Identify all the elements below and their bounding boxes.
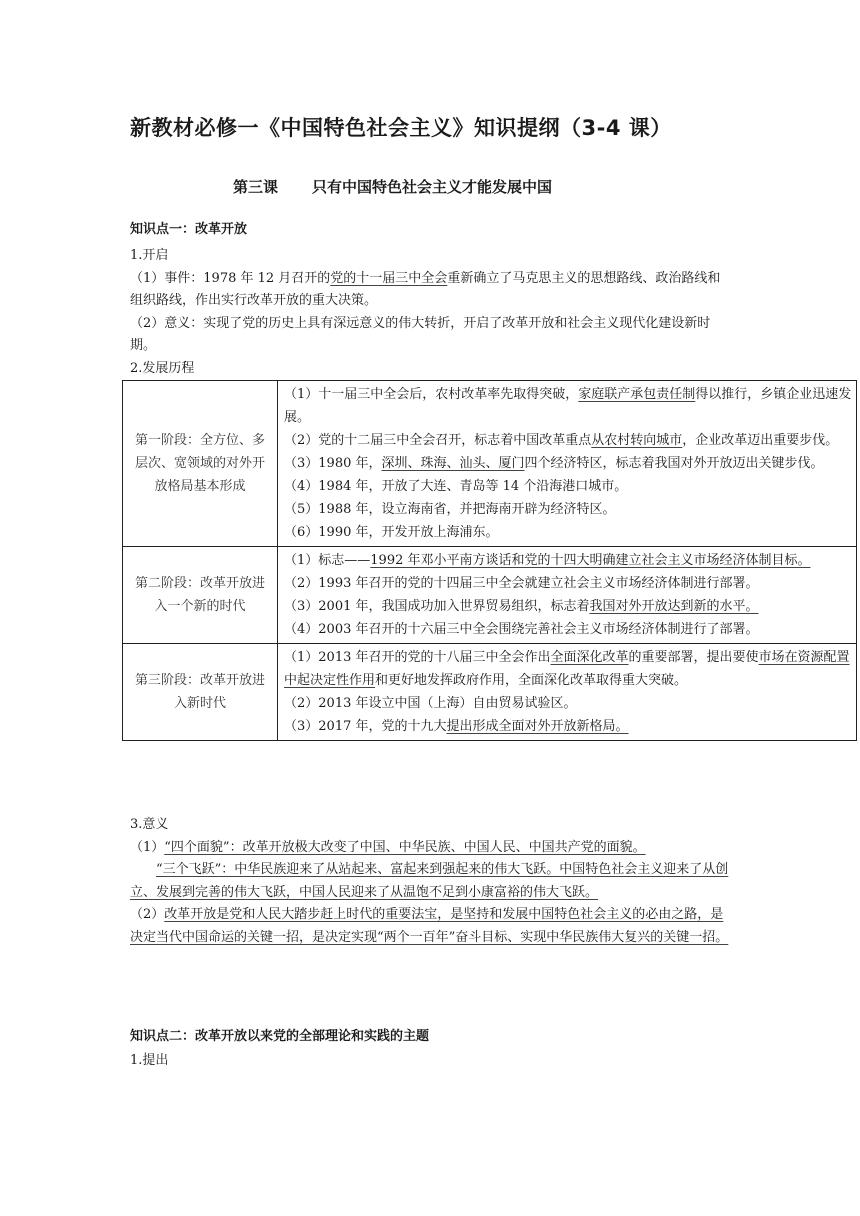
table-row [123,547,857,644]
list-item: （2）党的十二届三中全会召开，标志着中国改革重点从农村转向城市，企业改革迈出重要步伐。 [284,433,839,448]
section-significance [130,814,730,949]
start-meaning: （2）意义：实现了党的历史上具有深远意义的伟大转折，开启了改革开放和社会主义现代化建设新时期。 [130,315,711,353]
development-table [122,380,857,741]
event-text: （1）事件：1978 年 12 月召开的 [130,270,331,286]
kp2-sub-heading: 1.提出 [130,1053,169,1068]
list-item: （4）2003 年召开的十六届三中全会围绕完善社会主义市场经济体制进行了部署。 [284,622,759,637]
start-heading: 1.开启 [130,248,169,263]
history-heading: 2.发展历程 [130,360,195,376]
stage-2-items [278,547,857,644]
lesson-number: 第三课 [233,178,279,196]
event-underlined: 党的十一届三中全会 [330,270,448,286]
list-item: （4）1984 年，开放了大连、青岛等 14 个沿海港口城市。 [284,479,628,494]
knowledge-point-1-heading: 知识点一：改革开放 [130,222,248,237]
significance-p1: （1）“四个面貌”：改革开放极大改变了中国、中华民族、中国人民、中国共产党的面貌。 [130,839,646,855]
list-item: （1）十一届三中全会后，农村改革率先取得突破，家庭联产承包责任制得以推行，乡镇企业迅速发展。 [284,387,852,425]
knowledge-point-2-heading: 知识点二：改革开放以来党的全部理论和实践的主题 [130,1029,430,1044]
list-item: （2）1993 年召开的党的十四届三中全会就建立社会主义市场经济体制进行部署。 [284,576,759,591]
stage-3-label: 第三阶段：改革开放进入新时代 [123,644,278,741]
significance-p2: “三个飞跃”：中华民族迎来了从站起来、富起来到强起来的伟大飞跃。中国特色社会主义迎来了从创立、发展到完善的伟大飞跃，中国人民迎来了从温饱不足到小康富裕的伟大飞跃。 [130,862,729,900]
stage-3-items [278,644,857,741]
list-item: （6）1990 年，开发开放上海浦东。 [284,525,499,540]
stage-1-items [278,381,857,547]
document-title: 新教材必修一《中国特色社会主义》知识提纲（3-4 课） [130,116,672,140]
lesson-heading [233,176,552,197]
list-item: （5）1988 年，设立海南省，并把海南开辟为经济特区。 [284,502,616,517]
table-row [123,644,857,741]
stage-1-label: 第一阶段：全方位、多层次、宽领域的对外开放格局基本形成 [123,381,278,547]
significance-heading: 3.意义 [130,817,169,832]
list-item: （3）2001 年，我国成功加入世界贸易组织，标志着我国对外开放达到新的水平。 [284,599,759,614]
stage-2-label: 第二阶段：改革开放进入一个新的时代 [123,547,278,644]
section-start [130,245,730,380]
list-item: （3）2017 年，党的十九大提出形成全面对外开放新格局。 [284,719,629,734]
list-item: （3）1980 年，深圳、珠海、汕头、厦门四个经济特区，标志着我国对外开放迈出关键步伐。 [284,456,824,471]
list-item: （1）2013 年召开的党的十八届三中全会作出全面深化改革的重要部署，提出要使市场在资源配置中起决定性作用和更好地发挥政府作用，全面深化改革取得重大突破。 [284,650,850,688]
significance-p3: （2）改革开放是党和人民大踏步赶上时代的重要法宝，是坚持和发展中国特色社会主义的必由之路，是决定当代中国命运的关键一招，是决定实现“两个一百年”奋斗目标、实现中华民族伟大复兴的关键一招。 [130,907,729,945]
lesson-name: 只有中国特色社会主义才能发展中国 [312,178,553,196]
event-text-end: 重新确立了马克思主义的思想路线、政治路线和组织路线，作出实行改革开放的重大决策。 [130,270,721,308]
list-item: （1）标志——1992 年邓小平南方谈话和党的十四大明确建立社会主义市场经济体制目标。 [284,553,811,568]
list-item: （2）2013 年设立中国（上海）自由贸易试验区。 [284,696,577,711]
start-event [130,268,730,313]
table-row [123,381,857,547]
